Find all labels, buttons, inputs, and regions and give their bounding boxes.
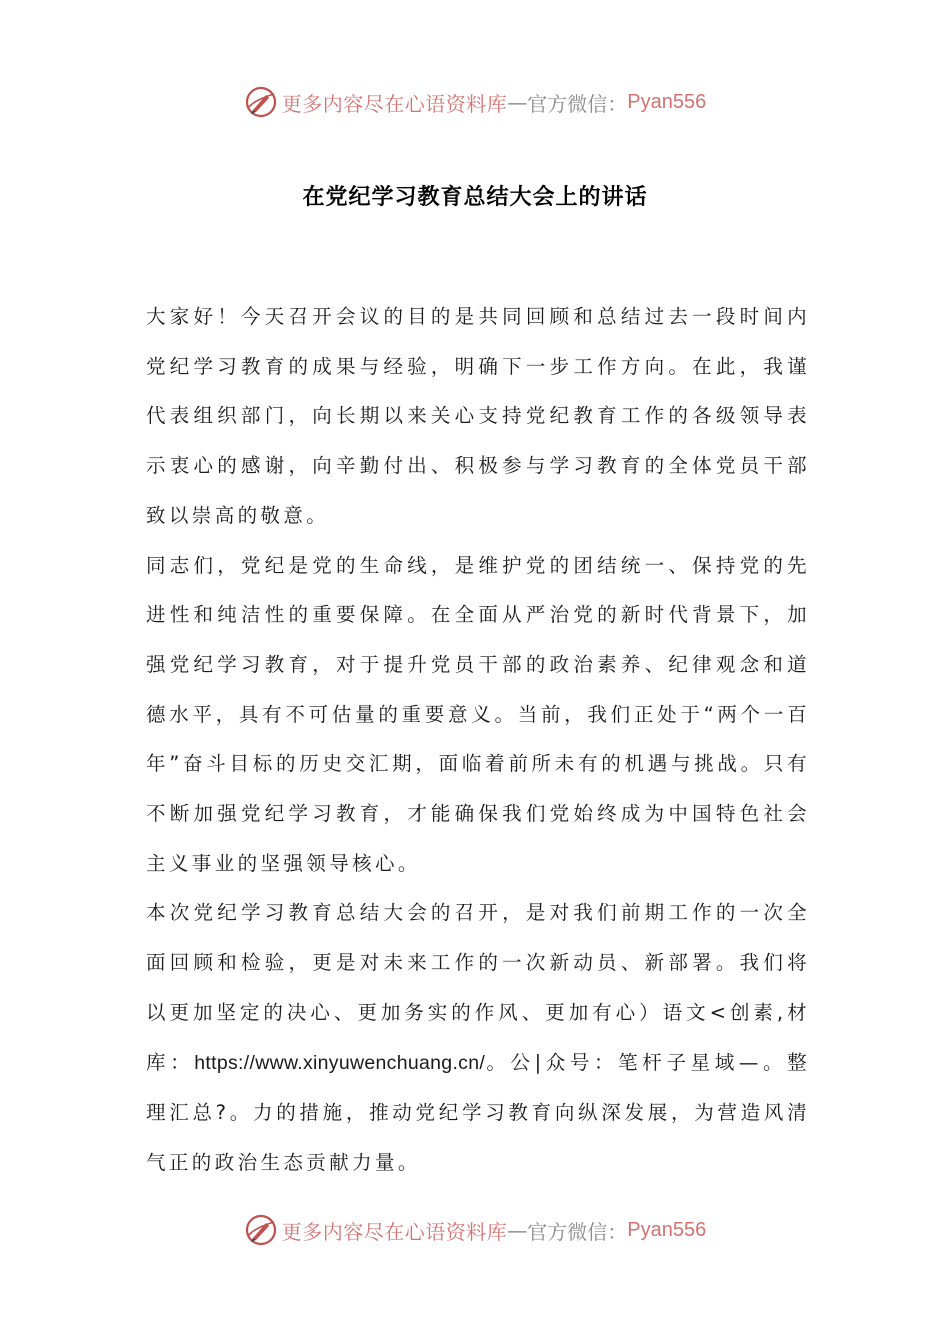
pen-nib-logo-icon bbox=[244, 1213, 278, 1247]
website-link[interactable]: https://www.xinyuwenchuang.cn/ bbox=[194, 1051, 486, 1074]
banner-contact-id: Pyan556 bbox=[627, 1218, 707, 1241]
paragraph-3-part-2: 。公|众号：笔杆子星域—。整理汇总?。力的措施，推动党纪学习教育向纵深发展，为营造风清气正的政治生态贡献力量。 bbox=[146, 1050, 810, 1174]
paragraph-2: 同志们，党纪是党的生命线，是维护党的团结统一、保持党的先进性和纯洁性的重要保障。在全面从严治党的新时代背景下，加强党纪学习教育，对于提升党员干部的政治素养、纪律观念和道德水平，具有不可估量的重要意义。当前，我们正处于“两个一百年”奋斗目标的历史交汇期，面临着前所未有的机遇与挑战。只有不断加强党纪学习教育，才能确保我们党始终成为中国特色社会主义事业的坚强领导核心。 bbox=[146, 553, 810, 875]
paragraph-1: 大家好！今天召开会议的目的是共同回顾和总结过去一段时间内党纪学习教育的成果与经验，明确下一步工作方向。在此，我谨代表组织部门，向长期以来关心支持党纪教育工作的各级领导表示衷心的感谢，向辛勤付出、积极参与学习教育的全体党员干部致以崇高的敬意。 bbox=[146, 305, 810, 527]
banner-separator: — bbox=[507, 1218, 528, 1242]
pen-nib-logo-icon bbox=[244, 85, 278, 119]
banner-separator: — bbox=[507, 90, 528, 114]
banner-contact-label: 官方微信： bbox=[527, 91, 628, 116]
document-body bbox=[146, 292, 810, 1188]
footer-banner bbox=[0, 1210, 950, 1250]
header-banner bbox=[0, 82, 950, 122]
paragraph-3 bbox=[146, 888, 810, 1187]
banner-contact-id: Pyan556 bbox=[627, 90, 707, 113]
banner-title: 更多内容尽在心语资料库 bbox=[281, 1219, 508, 1244]
document-title: 在党纪学习教育总结大会上的讲话 bbox=[302, 185, 648, 210]
banner-contact-label: 官方微信： bbox=[527, 1219, 628, 1244]
banner-title: 更多内容尽在心语资料库 bbox=[281, 91, 508, 116]
paragraph-3-part-1: 本次党纪学习教育总结大会的召开，是对我们前期工作的一次全面回顾和检验，更是对未来工作的一次新动员、新部署。我们将以更加坚定的决心、更加务实的作风、更加有心）语文<创素,材库： bbox=[146, 901, 810, 1074]
